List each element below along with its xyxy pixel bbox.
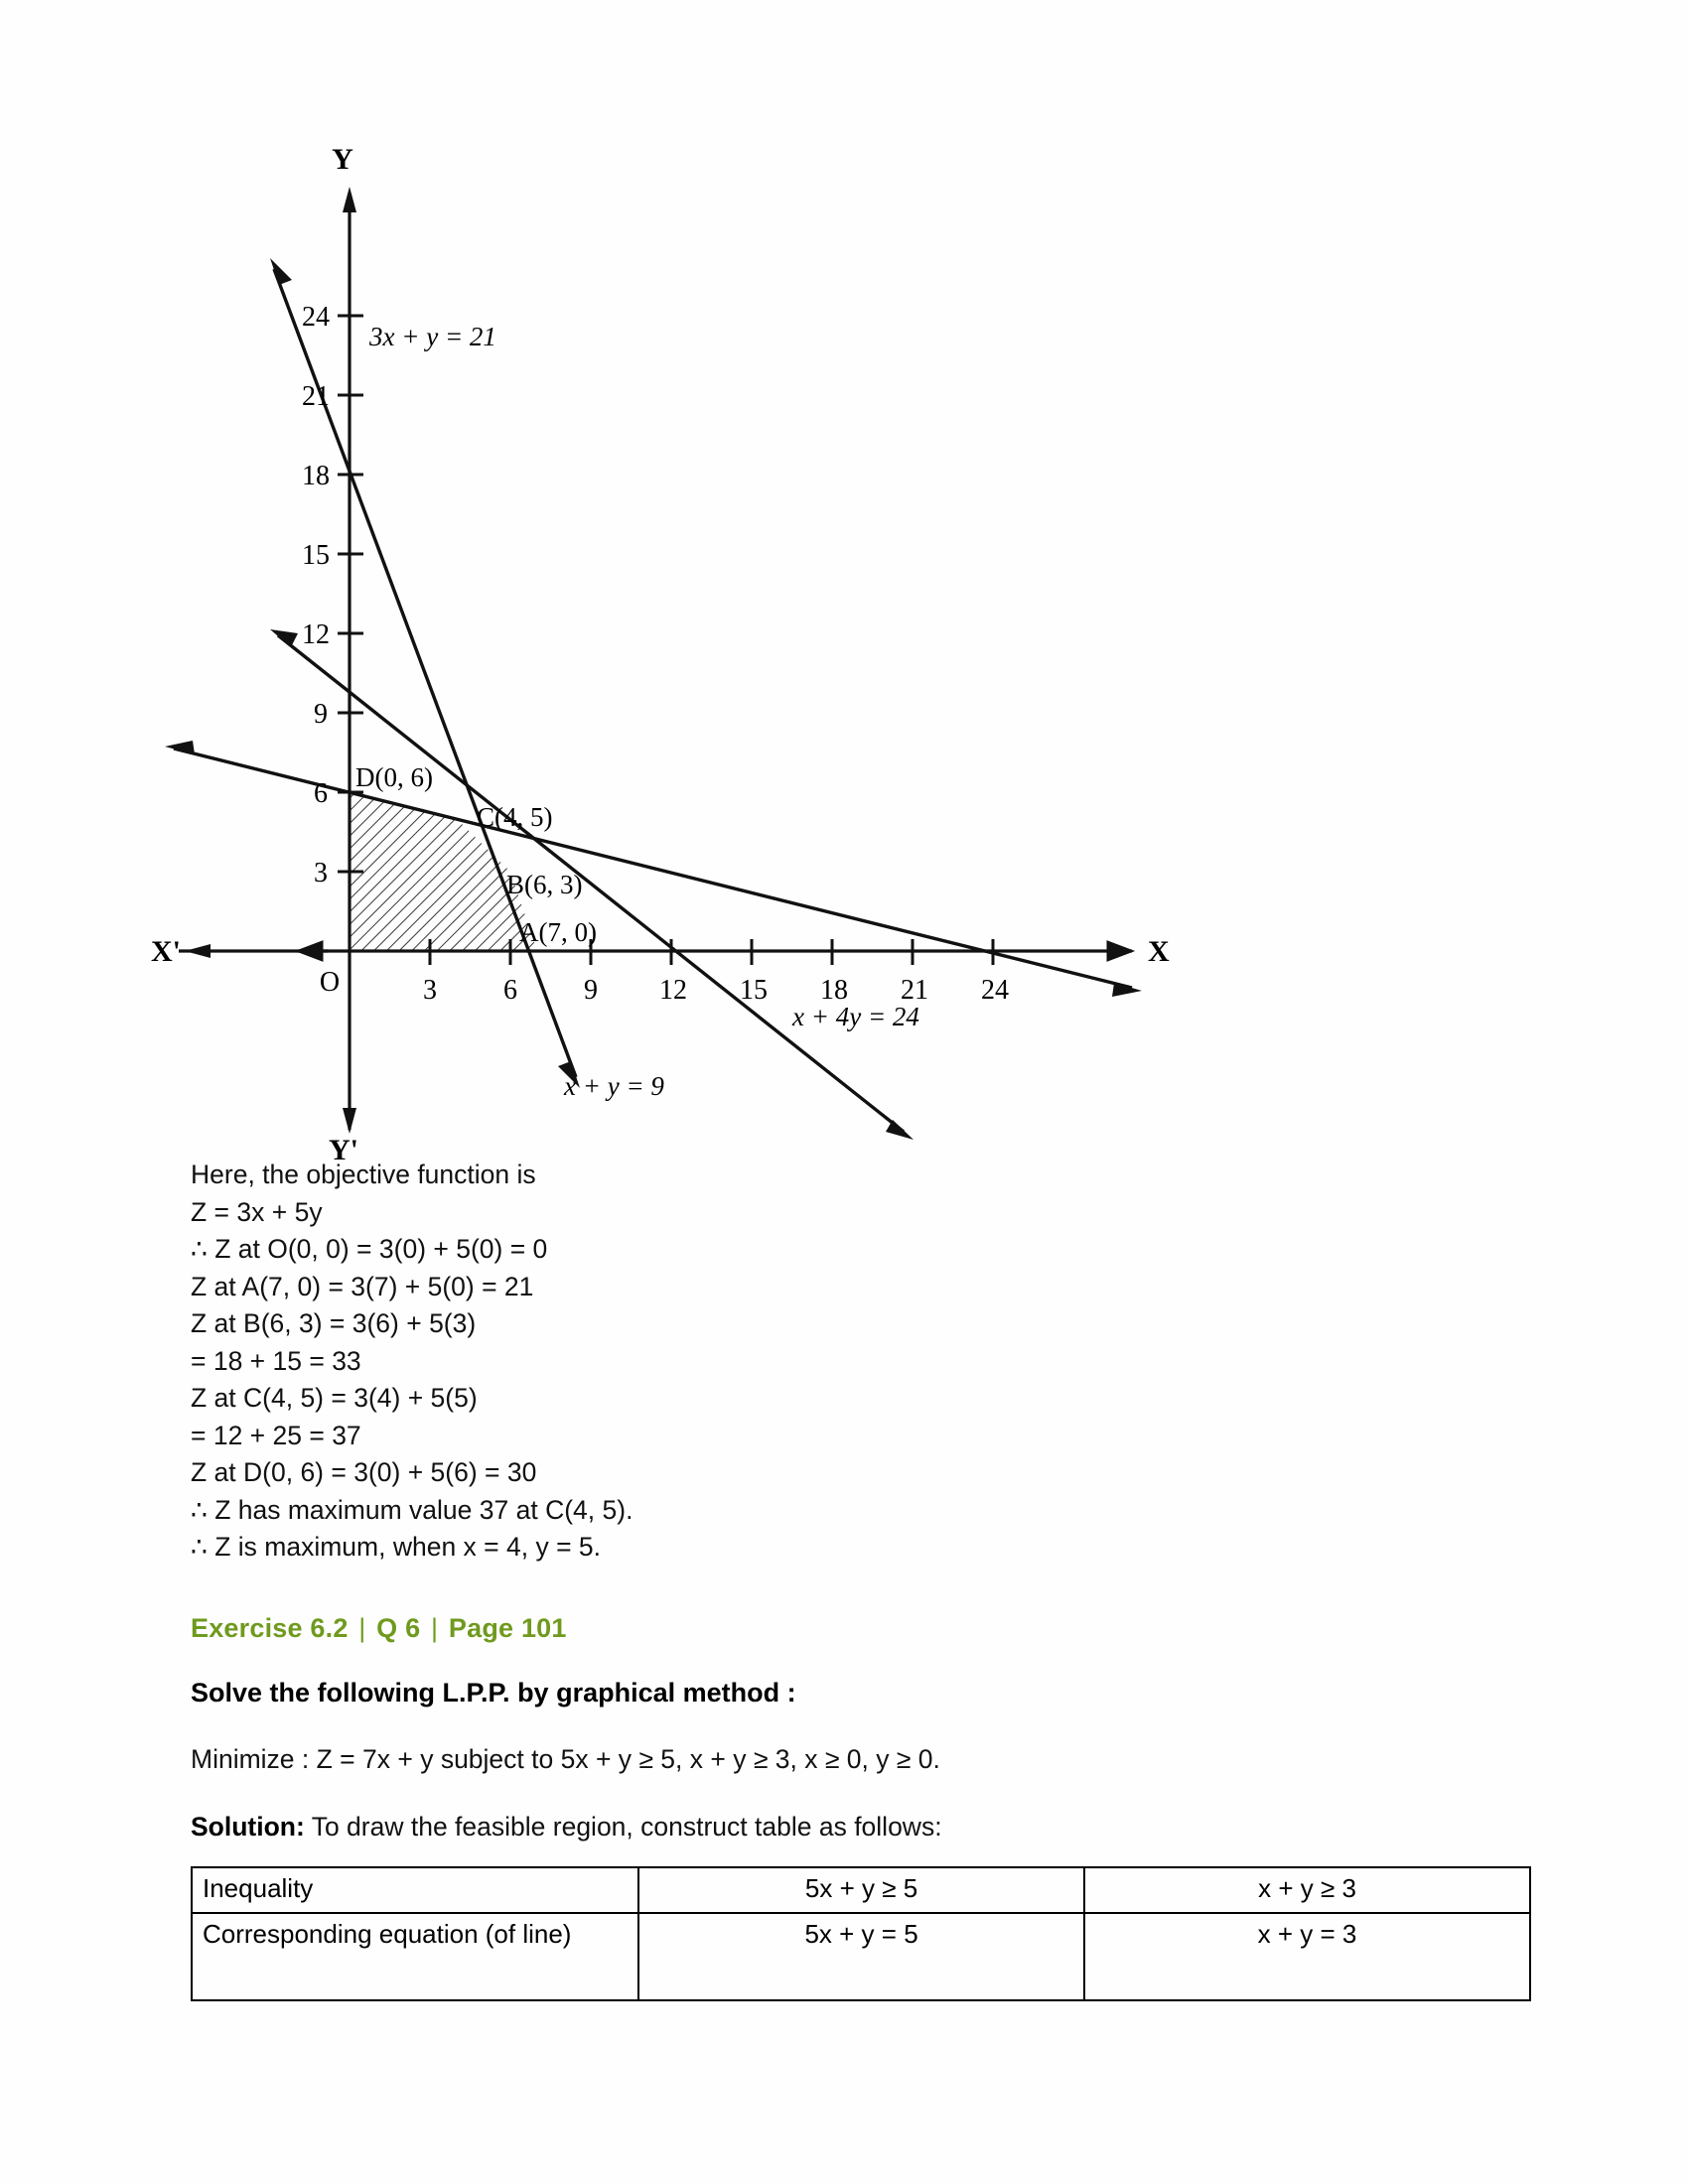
x-neg-arrowhead — [185, 944, 211, 958]
solution-intro-label: Solution: — [191, 1812, 305, 1842]
table-cell-header: Corresponding equation (of line) — [192, 1913, 638, 2000]
solution-line: Z = 3x + 5y — [191, 1196, 323, 1227]
table-cell-value: 5x + y ≥ 5 — [638, 1867, 1084, 1913]
table-row — [192, 1867, 1530, 1913]
y-neg-arrowhead — [343, 1108, 356, 1134]
svg-text:21: 21 — [302, 381, 330, 412]
point-label-D: D(0, 6) — [355, 762, 433, 792]
page-number-label: Page 101 — [448, 1613, 567, 1643]
solution-line: Z at C(4, 5) = 3(4) + 5(5) — [191, 1383, 478, 1413]
svg-text:18: 18 — [820, 975, 848, 1006]
svg-text:24: 24 — [981, 975, 1009, 1006]
svg-text:15: 15 — [302, 540, 330, 571]
table-cell-value: 5x + y = 5 — [638, 1913, 1084, 2000]
point-label-B: B(6, 3) — [506, 870, 583, 899]
solution-line: ∴ Z at O(0, 0) = 3(0) + 5(0) = 0 — [191, 1234, 548, 1264]
svg-text:9: 9 — [584, 975, 598, 1006]
y-axis-label: Y — [332, 143, 353, 176]
solution-line: = 18 + 15 = 33 — [191, 1345, 361, 1376]
y-pos-arrowhead — [343, 187, 356, 212]
table-cell-header: Inequality — [192, 1867, 638, 1913]
svg-text:18: 18 — [302, 461, 330, 491]
equation-label-2: x + y = 9 — [564, 1071, 664, 1101]
svg-text:15: 15 — [740, 975, 768, 1006]
svg-text:3: 3 — [423, 975, 437, 1006]
point-label-C: C(4, 5) — [477, 802, 553, 832]
y-neg-axis-label: Y' — [329, 1134, 358, 1161]
heading-separator: | — [431, 1613, 439, 1643]
solution-line: Z at D(0, 6) = 3(0) + 5(6) = 30 — [191, 1457, 537, 1487]
solution-line: ∴ Z has maximum value 37 at C(4, 5). — [191, 1494, 633, 1525]
question-statement: Minimize : Z = 7x + y subject to 5x + y ≥ 5, x + y ≥ 3, x ≥ 0, y ≥ 0. — [191, 1744, 940, 1774]
svg-text:6: 6 — [503, 975, 517, 1006]
heading-separator: | — [358, 1613, 366, 1643]
svg-text:9: 9 — [314, 699, 328, 730]
x-tick-labels — [423, 975, 1009, 1006]
solution-text-block — [191, 1157, 1382, 1567]
solution-line: = 12 + 25 = 37 — [191, 1420, 361, 1450]
point-label-A: A(7, 0) — [519, 917, 597, 947]
svg-text:6: 6 — [314, 778, 328, 809]
exercise-label: Exercise 6.2 — [191, 1613, 349, 1643]
graph-svg — [149, 139, 1201, 1161]
x-axis-label: X — [1148, 935, 1170, 968]
solution-line: Here, the objective function is — [191, 1160, 536, 1189]
solution-line: Z at A(7, 0) = 3(7) + 5(0) = 21 — [191, 1271, 534, 1301]
table-row — [192, 1913, 1530, 2000]
question-title: Solve the following L.P.P. by graphical method : — [191, 1678, 796, 1707]
question-number-label: Q 6 — [376, 1613, 421, 1643]
solution-line: Z at B(6, 3) = 3(6) + 5(3) — [191, 1308, 477, 1338]
table-cell-value: x + y = 3 — [1084, 1913, 1530, 2000]
origin-label: O — [319, 967, 341, 998]
exercise-heading — [191, 1613, 567, 1644]
line2-arrow-topleft — [270, 629, 298, 647]
line3-arrow-left — [165, 741, 195, 754]
x-neg-axis-label: X' — [151, 935, 181, 968]
inequality-table — [191, 1866, 1531, 2001]
svg-text:12: 12 — [659, 975, 687, 1006]
lpp-graph — [149, 139, 1201, 1161]
equation-label-1: 3x + y = 21 — [369, 322, 496, 351]
equation-label-3: x + 4y = 24 — [792, 1002, 919, 1031]
svg-text:3: 3 — [314, 858, 328, 888]
svg-text:12: 12 — [302, 619, 330, 650]
solution-line: ∴ Z is maximum, when x = 4, y = 5. — [191, 1532, 602, 1562]
solution-intro-text: To draw the feasible region, construct table as follows: — [304, 1812, 942, 1842]
y-tick-labels — [302, 302, 330, 888]
svg-text:21: 21 — [901, 975, 928, 1006]
svg-text:24: 24 — [302, 302, 330, 333]
solution-intro — [191, 1812, 942, 1843]
table-cell-value: x + y ≥ 3 — [1084, 1867, 1530, 1913]
